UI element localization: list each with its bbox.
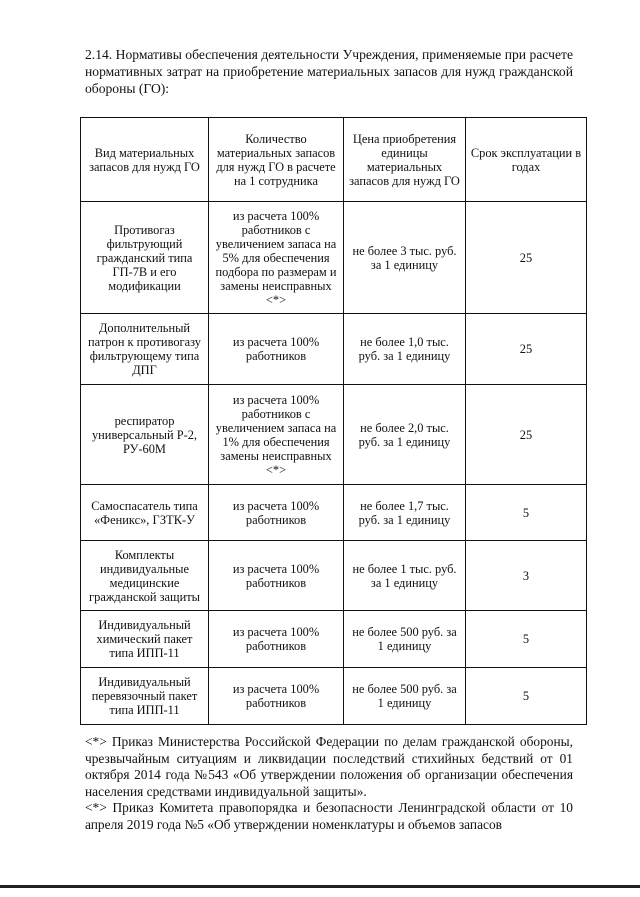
table-row <box>81 485 587 541</box>
cell-price: не более 3 тыс. руб. за 1 единицу <box>344 202 466 314</box>
footnote-mchs-order: <*> Приказ Министерства Российской Федерации по делам гражданской обороны, чрезвычайным ситуациям и ликвидации последствий стихийных бедствий от 01 октября 2014 года №543 «Об утверждении положения об организации обеспечения населения средствами индивидуальной защиты». <box>85 734 573 799</box>
cell-quantity: из расчета 100% работников с увеличением запаса на 1% для обеспечения замены неисправных <*> <box>209 385 344 485</box>
cell-service-life: 5 <box>466 668 587 725</box>
cell-service-life: 5 <box>466 611 587 668</box>
page-bottom-edge <box>0 885 640 888</box>
footnote-committee-order: <*> Приказ Комитета правопорядка и безопасности Ленинградской области от 10 апреля 2019 года №5 «Об утверждении номенклатуры и объемов запасов <box>85 800 573 832</box>
cell-material-type: Индивидуальный перевязочный пакет типа ИПП-11 <box>81 668 209 725</box>
cell-quantity: из расчета 100% работников <box>209 485 344 541</box>
header-service-life: Срок эксплуатации в годах <box>466 118 587 202</box>
norms-table <box>80 117 587 725</box>
header-material-type: Вид материальных запасов для нужд ГО <box>81 118 209 202</box>
table-row <box>81 314 587 385</box>
cell-material-type: респиратор универсальный Р-2, РУ-60М <box>81 385 209 485</box>
cell-price: не более 2,0 тыс. руб. за 1 единицу <box>344 385 466 485</box>
cell-service-life: 25 <box>466 202 587 314</box>
table-row <box>81 611 587 668</box>
table-header-row <box>81 118 587 202</box>
cell-quantity: из расчета 100% работников с увеличением запаса на 5% для обеспечения подбора по размерам и замены неисправных <*> <box>209 202 344 314</box>
cell-service-life: 3 <box>466 541 587 611</box>
cell-price: не более 1,7 тыс. руб. за 1 единицу <box>344 485 466 541</box>
cell-material-type: Комплекты индивидуальные медицинские гражданской защиты <box>81 541 209 611</box>
table-row <box>81 385 587 485</box>
cell-price: не более 1,0 тыс. руб. за 1 единицу <box>344 314 466 385</box>
cell-quantity: из расчета 100% работников <box>209 668 344 725</box>
cell-price: не более 500 руб. за 1 единицу <box>344 611 466 668</box>
cell-service-life: 25 <box>466 385 587 485</box>
cell-quantity: из расчета 100% работников <box>209 541 344 611</box>
cell-price: не более 1 тыс. руб. за 1 единицу <box>344 541 466 611</box>
cell-material-type: Противогаз фильтрующий гражданский типа ГП-7В и его модификации <box>81 202 209 314</box>
header-quantity: Количество материальных запасов для нужд ГО в расчете на 1 сотрудника <box>209 118 344 202</box>
cell-service-life: 25 <box>466 314 587 385</box>
cell-material-type: Индивидуальный химический пакет типа ИПП-11 <box>81 611 209 668</box>
table-row <box>81 668 587 725</box>
cell-price: не более 500 руб. за 1 единицу <box>344 668 466 725</box>
header-price: Цена приобретения единицы материальных запасов для нужд ГО <box>344 118 466 202</box>
cell-service-life: 5 <box>466 485 587 541</box>
cell-quantity: из расчета 100% работников <box>209 314 344 385</box>
cell-material-type: Дополнительный патрон к противогазу фильтрующему типа ДПГ <box>81 314 209 385</box>
table-row <box>81 202 587 314</box>
cell-quantity: из расчета 100% работников <box>209 611 344 668</box>
section-heading: 2.14. Нормативы обеспечения деятельности Учреждения, применяемые при расчете нормативных затрат на приобретение материальных запасов для нужд гражданской обороны (ГО): <box>85 47 573 96</box>
table-row <box>81 541 587 611</box>
cell-material-type: Самоспасатель типа «Феникс», ГЗТК-У <box>81 485 209 541</box>
